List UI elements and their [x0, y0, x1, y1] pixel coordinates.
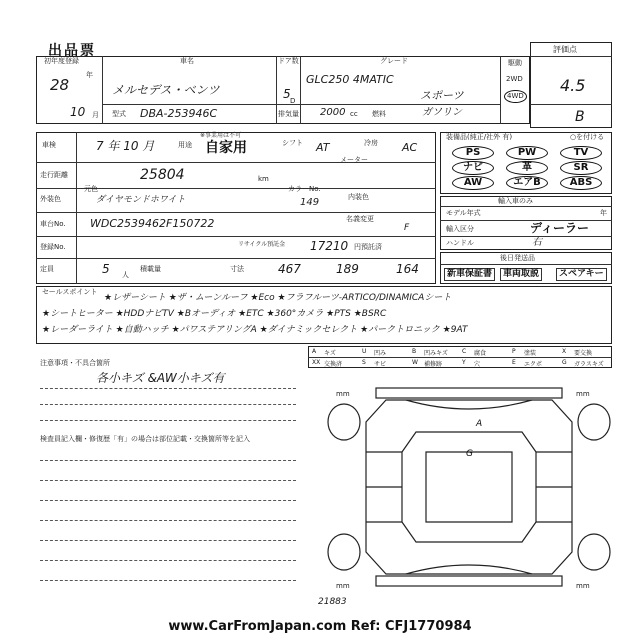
- seller-label: 名義変更: [346, 215, 374, 223]
- equipment-item: TV: [560, 146, 602, 160]
- after-label: 後日発送品: [500, 254, 535, 262]
- score-value: 4.5: [560, 76, 586, 95]
- notes-label: 注意事項・不具合箇所: [40, 359, 110, 367]
- shift-label: シフト: [282, 139, 303, 147]
- recycle-note: 円預託済: [354, 243, 382, 251]
- inspection-label: 車検: [42, 141, 56, 149]
- damage-legend-cell: C: [462, 348, 467, 355]
- damage-legend-cell: Y: [462, 359, 466, 366]
- seller-value: F: [404, 223, 410, 233]
- width: 189: [336, 262, 359, 276]
- after-item: スペアキー: [556, 268, 607, 281]
- score-label: 評価点: [553, 45, 577, 54]
- equipment-item: エアB: [506, 176, 548, 190]
- mileage-unit: km: [258, 175, 269, 183]
- seats-unit: 人: [122, 271, 129, 279]
- registration-label: 登録No.: [40, 243, 66, 251]
- sheet-title: 出品票: [48, 43, 96, 59]
- damage-legend-cell: S: [362, 359, 366, 366]
- damage-legend-cell: 腐食: [474, 350, 487, 357]
- doors: 5: [283, 87, 291, 101]
- after-item: 新車保証書: [444, 268, 495, 281]
- inspector-label: 検査員記入欄・修復歴「有」の場合は部位記載・交換箇所等を記入: [40, 435, 250, 443]
- car-damage-diagram: [326, 382, 612, 592]
- equipment-item: ABS: [560, 176, 602, 190]
- interior-color-label: 内装色: [348, 193, 369, 201]
- reg-year-label: 初年度登録: [44, 57, 79, 65]
- reg-month: 10: [70, 105, 86, 119]
- length: 467: [278, 262, 301, 276]
- vin: WDC2539462F150722: [90, 217, 215, 230]
- seats-label: 定員: [40, 265, 54, 273]
- damage-legend-cell: 塗装: [524, 350, 537, 357]
- damage-legend-cell: P: [512, 348, 516, 355]
- interior-score: B: [575, 109, 585, 125]
- meter-label: メーター: [340, 156, 368, 164]
- grade-line1: GLC250 4MATIC: [306, 73, 394, 86]
- color-label: 外装色: [40, 195, 61, 203]
- equipment-item: PS: [452, 146, 494, 160]
- mm-label: mm: [576, 582, 590, 590]
- color-orig-label: 元色: [84, 185, 98, 193]
- model-value: DBA-253946C: [140, 107, 218, 120]
- mileage: 25804: [140, 167, 185, 183]
- height: 164: [396, 262, 419, 276]
- sales-label: セールスポイント: [42, 288, 98, 296]
- damage-legend-cell: エクボ: [524, 361, 543, 368]
- equipment-item: ナビ: [452, 161, 494, 175]
- damage-mark-a: A: [476, 419, 483, 429]
- displacement: 2000: [320, 107, 346, 118]
- damage-legend-cell: B: [412, 348, 417, 355]
- equipment-label: 装備品(純正/社外 有): [446, 133, 513, 141]
- name-label: 車名: [180, 57, 194, 65]
- drive-label: 駆動: [508, 59, 522, 67]
- mm-label: mm: [336, 390, 350, 398]
- damage-legend-cell: W: [412, 359, 418, 366]
- fuel-label: 燃料: [372, 110, 386, 118]
- footer-ref: www.CarFromJapan.com Ref: CFJ1770984: [168, 619, 472, 634]
- mm-label: mm: [336, 582, 350, 590]
- use-label: 用途: [178, 141, 192, 149]
- vehicle-name: メルセデス・ベンツ: [112, 83, 220, 97]
- equipment-item: 革: [506, 161, 548, 175]
- equipment-item: PW: [506, 146, 548, 160]
- drive-2wd: 2WD: [506, 75, 523, 83]
- load-label: 積載量: [140, 265, 161, 273]
- grade-line2: スポーツ: [420, 89, 464, 102]
- damage-legend-cell: E: [512, 359, 516, 366]
- equipment-item: AW: [452, 176, 494, 190]
- handle-label: ハンドル: [446, 239, 474, 247]
- fuel: ガソリン: [422, 107, 462, 118]
- after-item: 車両取説: [500, 268, 542, 281]
- handle-value: 右: [532, 237, 542, 248]
- dims-label: 寸法: [230, 265, 244, 273]
- equipment-legend: ○を付ける: [570, 133, 605, 141]
- mm-label: mm: [576, 390, 590, 398]
- mileage-label: 走行距離: [40, 171, 68, 179]
- damage-legend-cell: XX: [312, 359, 321, 366]
- drive-4wd: 4WD: [504, 90, 527, 103]
- damage-legend-cell: キズ: [324, 350, 336, 357]
- damage-legend-cell: 凹み: [374, 350, 387, 357]
- reg-month-unit: 月: [92, 111, 99, 119]
- reg-year-unit: 年: [86, 71, 93, 79]
- inspection: 7 年 10 月: [96, 139, 155, 153]
- model-year-unit: 年: [600, 209, 607, 217]
- shift: AT: [316, 141, 330, 154]
- handwritten-number: 21883: [318, 597, 347, 607]
- seats: 5: [102, 262, 110, 276]
- damage-mark-g: G: [466, 449, 473, 459]
- reg-year: 28: [50, 76, 70, 94]
- damage-legend-cell: ガラスキズ: [574, 361, 604, 368]
- damage-legend-cell: U: [362, 348, 367, 355]
- model-label: 型式: [112, 110, 126, 118]
- sales-line2: ★シートヒーター ★HDDナビTV ★Bオーディオ ★ETC ★360°カメラ ★PTS ★BSRC: [42, 309, 387, 319]
- ac: AC: [402, 141, 418, 154]
- ac-label: 冷房: [364, 139, 378, 147]
- equipment-item: SR: [560, 161, 602, 175]
- import-label: 輸入車のみ: [498, 197, 533, 205]
- notes-value: 各小キズ &AW小キズ有: [96, 371, 225, 385]
- damage-legend-cell: 交換済: [324, 361, 343, 368]
- doors-unit: D: [290, 97, 296, 105]
- color-no-label: カラーNo.: [288, 185, 321, 193]
- displacement-unit: cc: [350, 110, 358, 118]
- sales-line3: ★レーダーライト ★自動ハッチ ★パワステアリングA ★ダイナミックセレクト ★パークトロニック ★9AT: [42, 325, 468, 335]
- sales-line1: ★レザーシート ★ザ・ムーンルーフ ★Eco ★フラフルーツ-ARTICO/DINAMICAシート: [104, 293, 452, 303]
- importer-label: 輸入区分: [446, 225, 474, 233]
- damage-legend-cell: 補修跡: [424, 361, 443, 368]
- displacement-label: 排気量: [278, 110, 299, 118]
- damage-legend-cell: サビ: [374, 361, 387, 368]
- grade-label: グレード: [380, 57, 408, 65]
- damage-legend-cell: 穴: [474, 361, 481, 368]
- doors-label: ドア数: [278, 57, 299, 65]
- damage-legend-cell: G: [562, 359, 567, 366]
- damage-legend-cell: X: [562, 348, 567, 355]
- use-note: ※事業用は不可: [200, 132, 242, 139]
- vin-label: 車台No.: [40, 220, 66, 228]
- recycle-label: リサイクル預託金: [238, 241, 286, 248]
- importer-value: ディーラー: [530, 221, 590, 235]
- model-year-label: モデル年式: [446, 209, 481, 217]
- use-value: 自家用: [205, 140, 247, 156]
- damage-legend-cell: 凹みキズ: [424, 350, 448, 357]
- damage-legend-cell: A: [312, 348, 317, 355]
- color: ダイヤモンドホワイト: [96, 195, 186, 205]
- damage-legend-cell: 要交換: [574, 350, 593, 357]
- color-no: 149: [300, 197, 320, 208]
- recycle: 17210: [310, 239, 349, 253]
